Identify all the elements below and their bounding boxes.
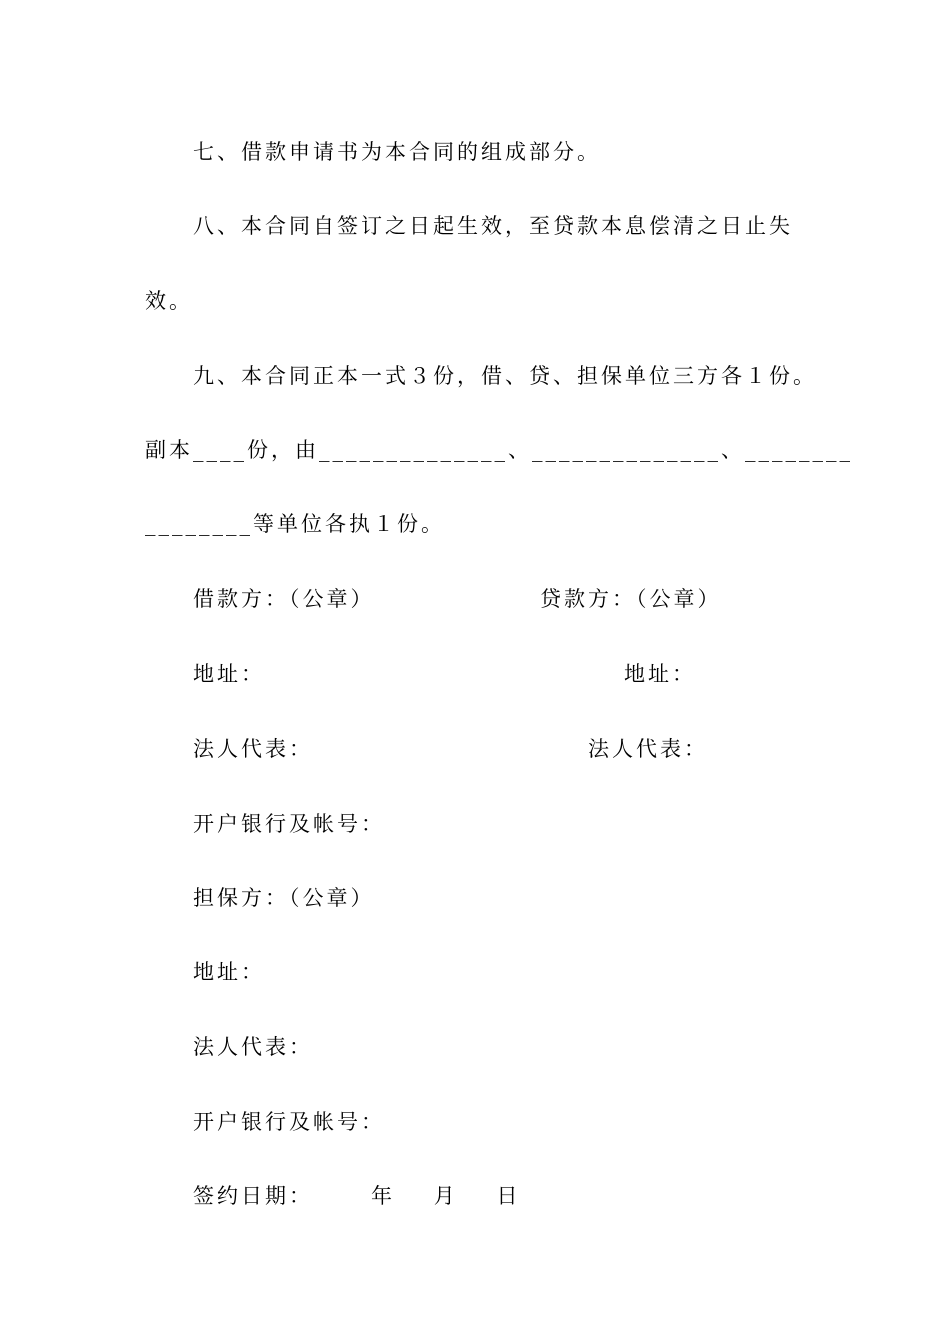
guarantor-rep-label: 法人代表： xyxy=(193,1035,313,1059)
clause-9-line-3: ________等单位各执１份。 xyxy=(145,512,445,536)
lender-seal-label: 贷款方：（公章） xyxy=(540,587,722,611)
lender-address-label: 地址： xyxy=(624,662,696,686)
clause-8-line-1: 八、本合同自签订之日起生效，至贷款本息偿清之日止失 xyxy=(193,214,793,238)
clause-8-line-2: 效。 xyxy=(145,289,193,313)
signing-date: 签约日期： 年 月 日 xyxy=(193,1184,521,1208)
lender-rep-label: 法人代表： xyxy=(588,737,708,761)
guarantor-seal-label: 担保方：（公章） xyxy=(193,886,375,910)
borrower-bank-label: 开户银行及帐号： xyxy=(193,812,385,836)
borrower-address-label: 地址： xyxy=(193,662,265,686)
clause-7: 七、借款申请书为本合同的组成部分。 xyxy=(193,140,601,164)
borrower-seal-label: 借款方：（公章） xyxy=(193,587,375,611)
guarantor-address-label: 地址： xyxy=(193,960,265,984)
guarantor-bank-label: 开户银行及帐号： xyxy=(193,1110,385,1134)
clause-9-line-1: 九、本合同正本一式３份，借、贷、担保单位三方各１份。 xyxy=(193,364,817,388)
borrower-rep-label: 法人代表： xyxy=(193,737,313,761)
clause-9-line-2: 副本____份，由______________、______________、________ xyxy=(145,438,853,462)
